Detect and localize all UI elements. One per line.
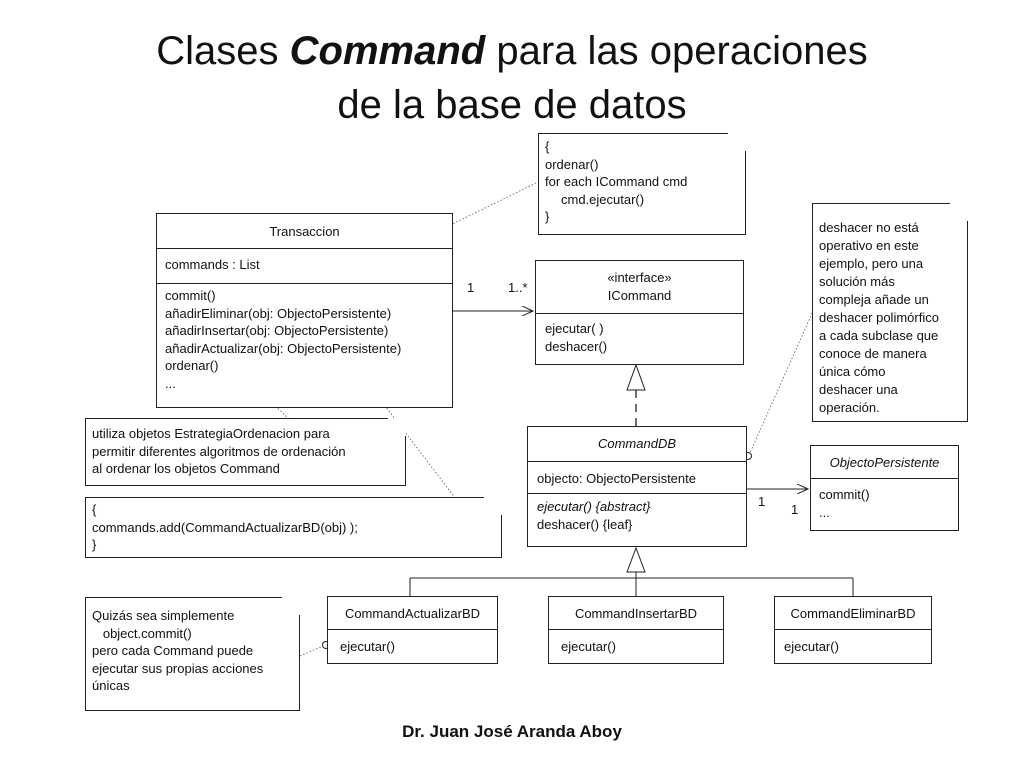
anchor-note-quizas xyxy=(300,646,323,656)
mult-trans-left: 1 xyxy=(467,280,475,295)
op-ejecutar: ejecutar( ) xyxy=(545,321,604,336)
interface-icommand xyxy=(535,260,744,365)
note-ordenar-line: ordenar() xyxy=(545,156,599,172)
realization-triangle xyxy=(627,365,645,390)
class-insertar-op: ejecutar() xyxy=(561,639,616,654)
note-quizas-line: únicas xyxy=(92,678,130,693)
interface-stereotype: «interface» xyxy=(607,270,672,285)
mult-db-right: 1 xyxy=(791,502,799,517)
class-objectopersistente xyxy=(810,445,959,531)
generalization-triangle xyxy=(627,548,645,572)
class-eliminar-op: ejecutar() xyxy=(784,639,839,654)
class-insertar-name: CommandInsertarBD xyxy=(549,597,723,630)
class-commandeliminarbd xyxy=(774,596,932,664)
class-commanddb xyxy=(527,426,747,547)
note-quizas-line: pero cada Command puede xyxy=(92,643,254,658)
class-actualizar-op: ejecutar() xyxy=(340,639,395,654)
op-ejecutar-abstract: ejecutar() {abstract} xyxy=(537,499,651,514)
op-anadir-actualizar: añadirActualizar(obj: ObjectoPersistente) xyxy=(165,340,402,356)
note-deshacer-line: operativo en este xyxy=(819,238,919,253)
note-commands-add-line: { xyxy=(92,502,97,517)
anchor-note-deshacer xyxy=(749,300,818,455)
title-part2: para las operaciones xyxy=(485,29,868,73)
note-quizas-line: Quizás sea simplemente xyxy=(92,608,235,623)
attr-objecto: objecto: ObjectoPersistente xyxy=(537,471,696,486)
op-commit: commit() xyxy=(819,487,870,502)
note-deshacer-line: a cada subclase que xyxy=(819,328,939,343)
note-estrategia-line: utiliza objetos EstrategiaOrdenacion para xyxy=(92,426,330,441)
op-anadir-insertar: añadirInsertar(obj: ObjectoPersistente) xyxy=(165,323,389,338)
op-commit: commit() xyxy=(165,288,216,303)
note-quizas-line: object.commit() xyxy=(92,625,192,641)
note-deshacer-line: deshacer polimórfico xyxy=(819,310,939,325)
note-commands-add-line: } xyxy=(92,537,97,552)
class-eliminar-name: CommandEliminarBD xyxy=(775,597,931,630)
interface-icommand-ops xyxy=(536,314,743,355)
note-deshacer-line: ejemplo, pero una xyxy=(819,256,924,271)
class-commanddb-name: CommandDB xyxy=(528,427,746,462)
op-deshacer: deshacer() xyxy=(545,338,608,354)
note-estrategia xyxy=(85,418,406,486)
note-ordenar-line: { xyxy=(545,139,550,154)
class-actualizar-name: CommandActualizarBD xyxy=(328,597,497,630)
class-commandinsertarbd xyxy=(548,596,724,664)
note-deshacer-line: deshacer no está xyxy=(819,220,919,235)
note-estrategia-line: permitir diferentes algoritmos de ordenación xyxy=(92,443,346,459)
note-commands-add-line: commands.add(CommandActualizarBD(obj) ); xyxy=(92,519,358,535)
mult-db-left: 1 xyxy=(758,494,766,509)
note-deshacer-line: única cómo xyxy=(819,364,886,379)
note-estrategia-line: al ordenar los objetos Command xyxy=(92,461,280,476)
op-ellipsis: ... xyxy=(165,375,176,391)
class-transaccion-ops xyxy=(157,284,452,392)
note-ordenar xyxy=(538,133,746,235)
class-objectopersistente-name: ObjectoPersistente xyxy=(811,446,958,479)
note-deshacer-line: deshacer una xyxy=(819,382,898,397)
mult-trans-right: 1..* xyxy=(508,280,528,295)
class-transaccion-name: Transaccion xyxy=(157,214,452,249)
op-anadir-eliminar: añadirEliminar(obj: ObjectoPersistente) xyxy=(165,305,392,321)
class-transaccion-attrs xyxy=(157,249,452,284)
note-quizas-line: ejecutar sus propias acciones xyxy=(92,660,264,676)
class-commanddb-ops xyxy=(528,494,746,533)
note-deshacer xyxy=(812,203,968,422)
title-part1: Clases xyxy=(156,29,290,73)
interface-icommand-header xyxy=(536,261,743,314)
note-deshacer-line: solución más xyxy=(819,274,895,289)
class-objectopersistente-ops xyxy=(811,479,958,521)
note-quizas xyxy=(85,597,300,711)
slide-title-line2: de la base de datos xyxy=(337,83,687,127)
note-ordenar-line: } xyxy=(545,209,550,224)
op-ellipsis: ... xyxy=(819,504,830,520)
note-ordenar-line: cmd.ejecutar() xyxy=(561,191,645,207)
footer-author: Dr. Juan José Aranda Aboy xyxy=(402,722,622,741)
note-ordenar-line: for each ICommand cmd xyxy=(545,174,688,189)
op-deshacer-leaf: deshacer() {leaf} xyxy=(537,516,633,532)
op-ordenar: ordenar() xyxy=(165,358,219,373)
class-commandactualizarbd xyxy=(327,596,498,664)
interface-name: ICommand xyxy=(607,287,672,303)
title-emphasis: Command xyxy=(289,29,486,73)
note-commands-add xyxy=(85,497,502,558)
class-transaccion xyxy=(156,213,453,408)
note-deshacer-line: conoce de manera xyxy=(819,346,927,361)
attr-commands: commands : List xyxy=(165,257,260,272)
note-deshacer-line: operación. xyxy=(819,400,880,415)
note-deshacer-line: compleja añade un xyxy=(819,292,929,307)
class-commanddb-attrs xyxy=(528,462,746,494)
